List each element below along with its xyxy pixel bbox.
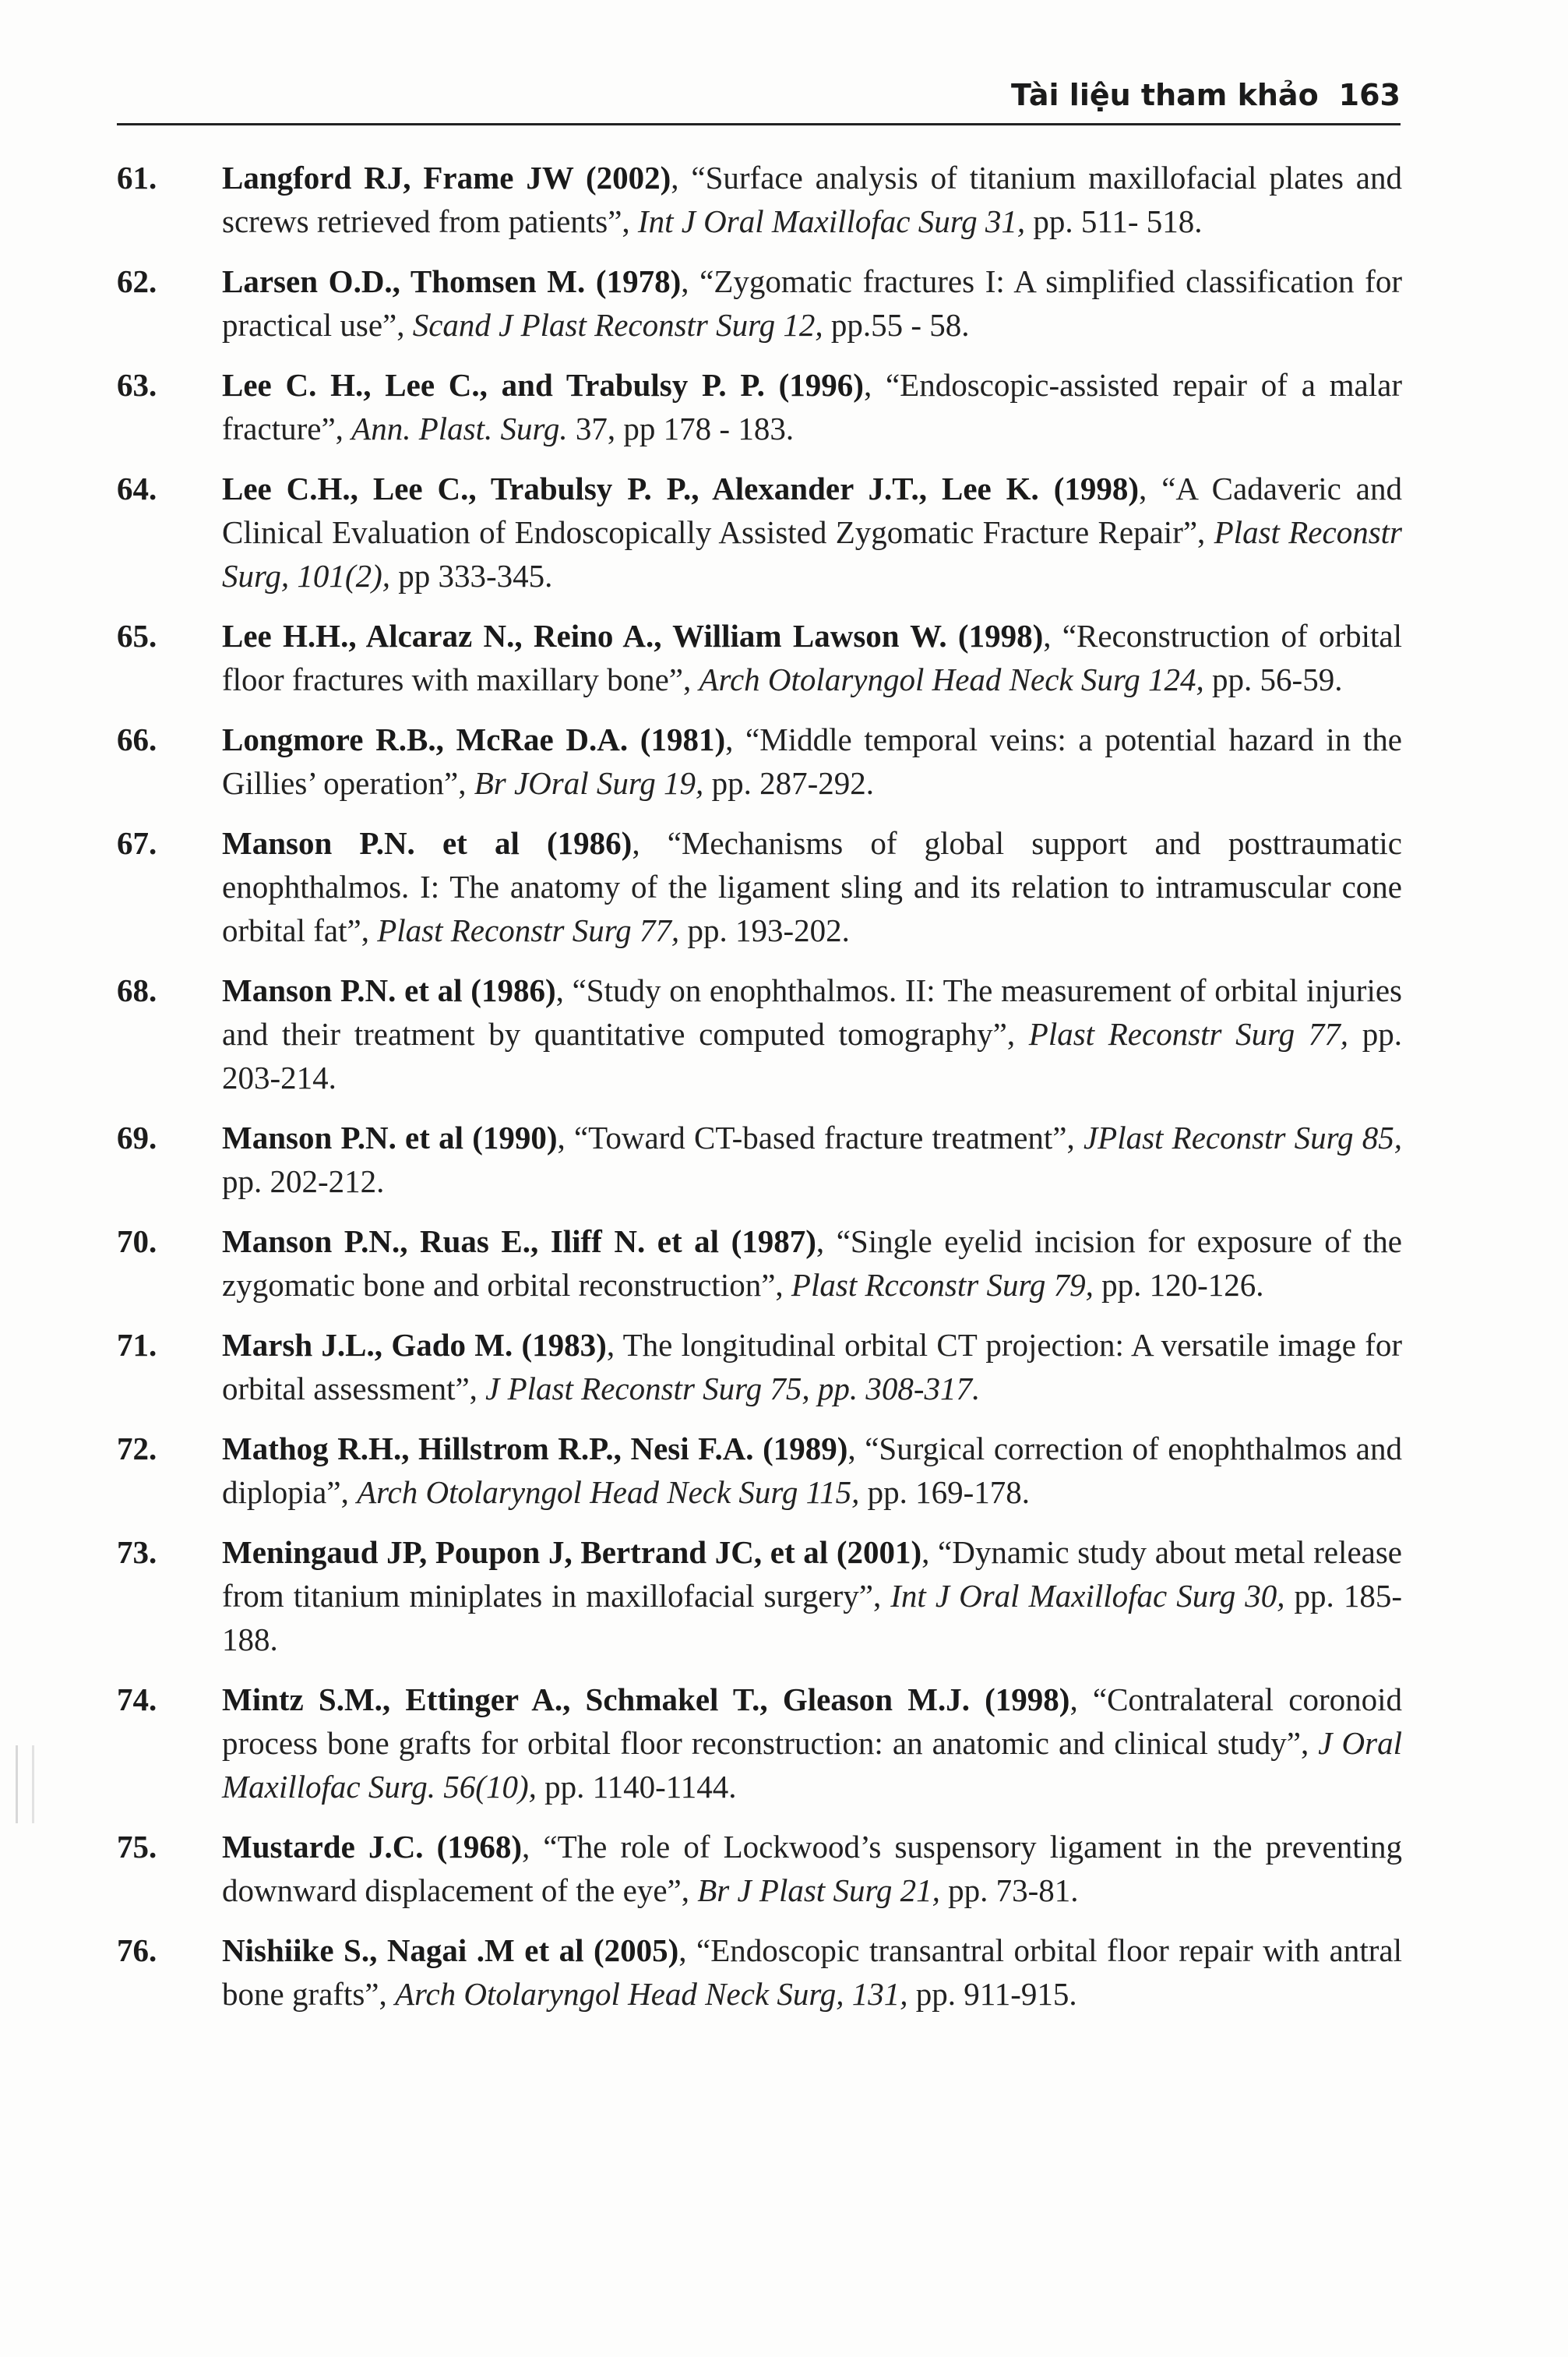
reference-authors: Manson P.N. et al (1990) bbox=[222, 1120, 558, 1156]
reference-title: , “Single eyelid incision for exposure of the zygomatic bone and orbital reconstruction”, bbox=[222, 1223, 1402, 1303]
reference-item bbox=[117, 156, 1402, 243]
reference-pages: pp. 911-915. bbox=[907, 1976, 1077, 2012]
reference-authors: Lee C.H., Lee C., Trabulsy P. P., Alexander J.T., Lee K. (1998) bbox=[222, 471, 1140, 506]
reference-number: 74. bbox=[117, 1681, 157, 1717]
reference-journal: Ann. Plast. Surg. bbox=[351, 411, 568, 446]
reference-item bbox=[117, 821, 1402, 952]
reference-authors: Marsh J.L., Gado M. (1983) bbox=[222, 1327, 607, 1363]
reference-text bbox=[222, 259, 1402, 347]
reference-title: , “Mechanisms of global support and posttraumatic enophthalmos. I: The anatomy of the ligament sling and its relation to intramuscular cone orbital fat”, bbox=[222, 825, 1402, 948]
reference-number: 76. bbox=[117, 1932, 157, 1968]
reference-item bbox=[117, 1678, 1402, 1808]
reference-authors: Manson P.N. et al (1986) bbox=[222, 825, 632, 861]
reference-journal: Plast Rcconstr Surg 79, bbox=[791, 1267, 1094, 1303]
reference-text bbox=[222, 969, 1402, 1099]
reference-title: , “Study on enophthalmos. II: The measurement of orbital injuries and their treatment by quantitative computed tomography”, bbox=[222, 972, 1402, 1052]
reference-text bbox=[222, 614, 1402, 701]
reference-authors: Mintz S.M., Ettinger A., Schmakel T., Gleason M.J. (1998) bbox=[222, 1681, 1070, 1717]
reference-text bbox=[222, 1116, 1402, 1203]
reference-item bbox=[117, 1427, 1402, 1514]
reference-text bbox=[222, 1427, 1402, 1514]
reference-number: 65. bbox=[117, 618, 157, 654]
reference-authors: Larsen O.D., Thomsen M. (1978) bbox=[222, 263, 682, 299]
reference-list bbox=[117, 156, 1402, 2032]
reference-title: , “Endoscopic-assisted repair of a malar fracture”, bbox=[222, 367, 1402, 446]
reference-number: 71. bbox=[117, 1327, 157, 1363]
reference-pages: pp. 202-212. bbox=[222, 1163, 385, 1199]
page-number: 163 bbox=[1338, 78, 1401, 112]
reference-number: 63. bbox=[117, 367, 157, 403]
reference-text bbox=[222, 1825, 1402, 1912]
reference-pages: 37, pp 178 - 183. bbox=[567, 411, 795, 446]
scan-margin-mark bbox=[16, 1745, 34, 1823]
reference-title: , “Surgical correction of enophthalmos and diplopia”, bbox=[222, 1431, 1402, 1510]
reference-journal: Plast Reconstr Surg, 101(2), bbox=[222, 514, 1402, 594]
reference-pages: pp. 56-59. bbox=[1203, 662, 1343, 697]
reference-number: 61. bbox=[117, 160, 157, 196]
reference-text bbox=[222, 1323, 1402, 1410]
reference-authors: Meningaud JP, Poupon J, Bertrand JC, et al (2001) bbox=[222, 1534, 922, 1570]
reference-journal: Scand J Plast Reconstr Surg 12, bbox=[412, 307, 823, 343]
reference-authors: Longmore R.B., McRae D.A. (1981) bbox=[222, 722, 726, 757]
reference-pages: pp. 511- 518. bbox=[1025, 203, 1203, 239]
reference-title: , “The role of Lockwood’s suspensory ligament in the preventing downward displacement of the eye”, bbox=[222, 1829, 1402, 1908]
reference-number: 67. bbox=[117, 825, 157, 861]
reference-pages: pp. 169-178. bbox=[859, 1474, 1030, 1510]
reference-authors: Langford RJ, Frame JW (2002) bbox=[222, 160, 671, 196]
reference-pages: pp. 73-81. bbox=[939, 1872, 1079, 1908]
running-header bbox=[117, 67, 1401, 123]
reference-number: 75. bbox=[117, 1829, 157, 1865]
reference-item bbox=[117, 614, 1402, 701]
reference-journal: Arch Otolaryngol Head Neck Surg 124, bbox=[699, 662, 1204, 697]
reference-title: , “Toward CT-based fracture treatment”, bbox=[557, 1120, 1084, 1156]
reference-title: , “Reconstruction of orbital floor fractures with maxillary bone”, bbox=[222, 618, 1402, 697]
reference-text bbox=[222, 467, 1402, 598]
reference-item bbox=[117, 1219, 1402, 1307]
reference-journal: Int J Oral Maxillofac Surg 30, bbox=[890, 1578, 1285, 1614]
reference-number: 73. bbox=[117, 1534, 157, 1570]
reference-pages: pp.55 - 58. bbox=[823, 307, 970, 343]
reference-text bbox=[222, 363, 1402, 450]
reference-journal: J Oral Maxillofac Surg. 56(10), bbox=[222, 1725, 1402, 1805]
reference-text bbox=[222, 718, 1402, 805]
reference-journal: Arch Otolaryngol Head Neck Surg, 131, bbox=[395, 1976, 908, 2012]
reference-number: 62. bbox=[117, 263, 157, 299]
reference-journal: J Plast Reconstr Surg 75, pp. 308-317. bbox=[485, 1371, 981, 1406]
reference-item bbox=[117, 1825, 1402, 1912]
reference-item bbox=[117, 718, 1402, 805]
reference-authors: Manson P.N., Ruas E., Iliff N. et al (1987) bbox=[222, 1223, 816, 1259]
reference-journal: Plast Reconstr Surg 77, bbox=[1028, 1016, 1349, 1052]
reference-journal: Int J Oral Maxillofac Surg 31, bbox=[637, 203, 1026, 239]
reference-journal: Plast Reconstr Surg 77, bbox=[377, 912, 680, 948]
reference-pages: pp. 120-126. bbox=[1093, 1267, 1264, 1303]
reference-text bbox=[222, 1678, 1402, 1808]
reference-authors: Manson P.N. et al (1986) bbox=[222, 972, 556, 1008]
header-rule bbox=[117, 123, 1401, 125]
reference-title: , The longitudinal orbital CT projection: A versatile image for orbital assessment”, bbox=[222, 1327, 1402, 1406]
reference-item bbox=[117, 1116, 1402, 1203]
reference-number: 66. bbox=[117, 722, 157, 757]
reference-journal: Arch Otolaryngol Head Neck Surg 115, bbox=[357, 1474, 860, 1510]
reference-pages: pp. 193-202. bbox=[679, 912, 850, 948]
reference-pages: pp. 203-214. bbox=[222, 1016, 1403, 1096]
reference-item bbox=[117, 1323, 1402, 1410]
reference-title: , “A Cadaveric and Clinical Evaluation of Endoscopically Assisted Zygomatic Fracture Repair”, bbox=[222, 471, 1402, 550]
reference-authors: Mustarde J.C. (1968) bbox=[222, 1829, 522, 1865]
reference-title: , “Surface analysis of titanium maxillofacial plates and screws retrieved from patients”, bbox=[222, 160, 1402, 239]
reference-text bbox=[222, 1928, 1402, 2016]
reference-journal: Br J Plast Surg 21, bbox=[697, 1872, 940, 1908]
reference-number: 70. bbox=[117, 1223, 157, 1259]
reference-item bbox=[117, 1928, 1402, 2016]
reference-text bbox=[222, 156, 1402, 243]
reference-item bbox=[117, 1530, 1402, 1661]
reference-text bbox=[222, 1530, 1402, 1661]
reference-item bbox=[117, 259, 1402, 347]
reference-number: 69. bbox=[117, 1120, 157, 1156]
reference-item bbox=[117, 467, 1402, 598]
reference-item bbox=[117, 363, 1402, 450]
reference-pages: pp. 1140-1144. bbox=[536, 1769, 737, 1805]
reference-journal: Br JOral Surg 19, bbox=[474, 765, 704, 801]
header-title: Tài liệu tham khảo bbox=[1011, 78, 1319, 112]
reference-title: , “Zygomatic fractures I: A simplified classification for practical use”, bbox=[222, 263, 1402, 343]
reference-authors: Nishiike S., Nagai .M et al (2005) bbox=[222, 1932, 679, 1968]
reference-title: , “Contralateral coronoid process bone grafts for orbital floor reconstruction: an anatomic and clinical study”, bbox=[222, 1681, 1402, 1761]
reference-pages: pp. 287-292. bbox=[703, 765, 874, 801]
reference-authors: Mathog R.H., Hillstrom R.P., Nesi F.A. (1989) bbox=[222, 1431, 848, 1466]
reference-number: 64. bbox=[117, 471, 157, 506]
reference-journal: JPlast Reconstr Surg 85, bbox=[1083, 1120, 1402, 1156]
reference-number: 68. bbox=[117, 972, 157, 1008]
reference-text bbox=[222, 821, 1402, 952]
reference-number: 72. bbox=[117, 1431, 157, 1466]
reference-pages: pp. 185-188. bbox=[222, 1578, 1402, 1657]
reference-pages: pp 333-345. bbox=[390, 558, 553, 594]
reference-authors: Lee C. H., Lee C., and Trabulsy P. P. (1996) bbox=[222, 367, 864, 403]
reference-title: , “Dynamic study about metal release from titanium miniplates in maxillofacial surgery”, bbox=[222, 1534, 1402, 1614]
reference-item bbox=[117, 969, 1402, 1099]
reference-authors: Lee H.H., Alcaraz N., Reino A., William Lawson W. (1998) bbox=[222, 618, 1044, 654]
reference-title: , “Endoscopic transantral orbital floor repair with antral bone grafts”, bbox=[222, 1932, 1402, 2012]
reference-text bbox=[222, 1219, 1402, 1307]
reference-title: , “Middle temporal veins: a potential hazard in the Gillies’ operation”, bbox=[222, 722, 1402, 801]
